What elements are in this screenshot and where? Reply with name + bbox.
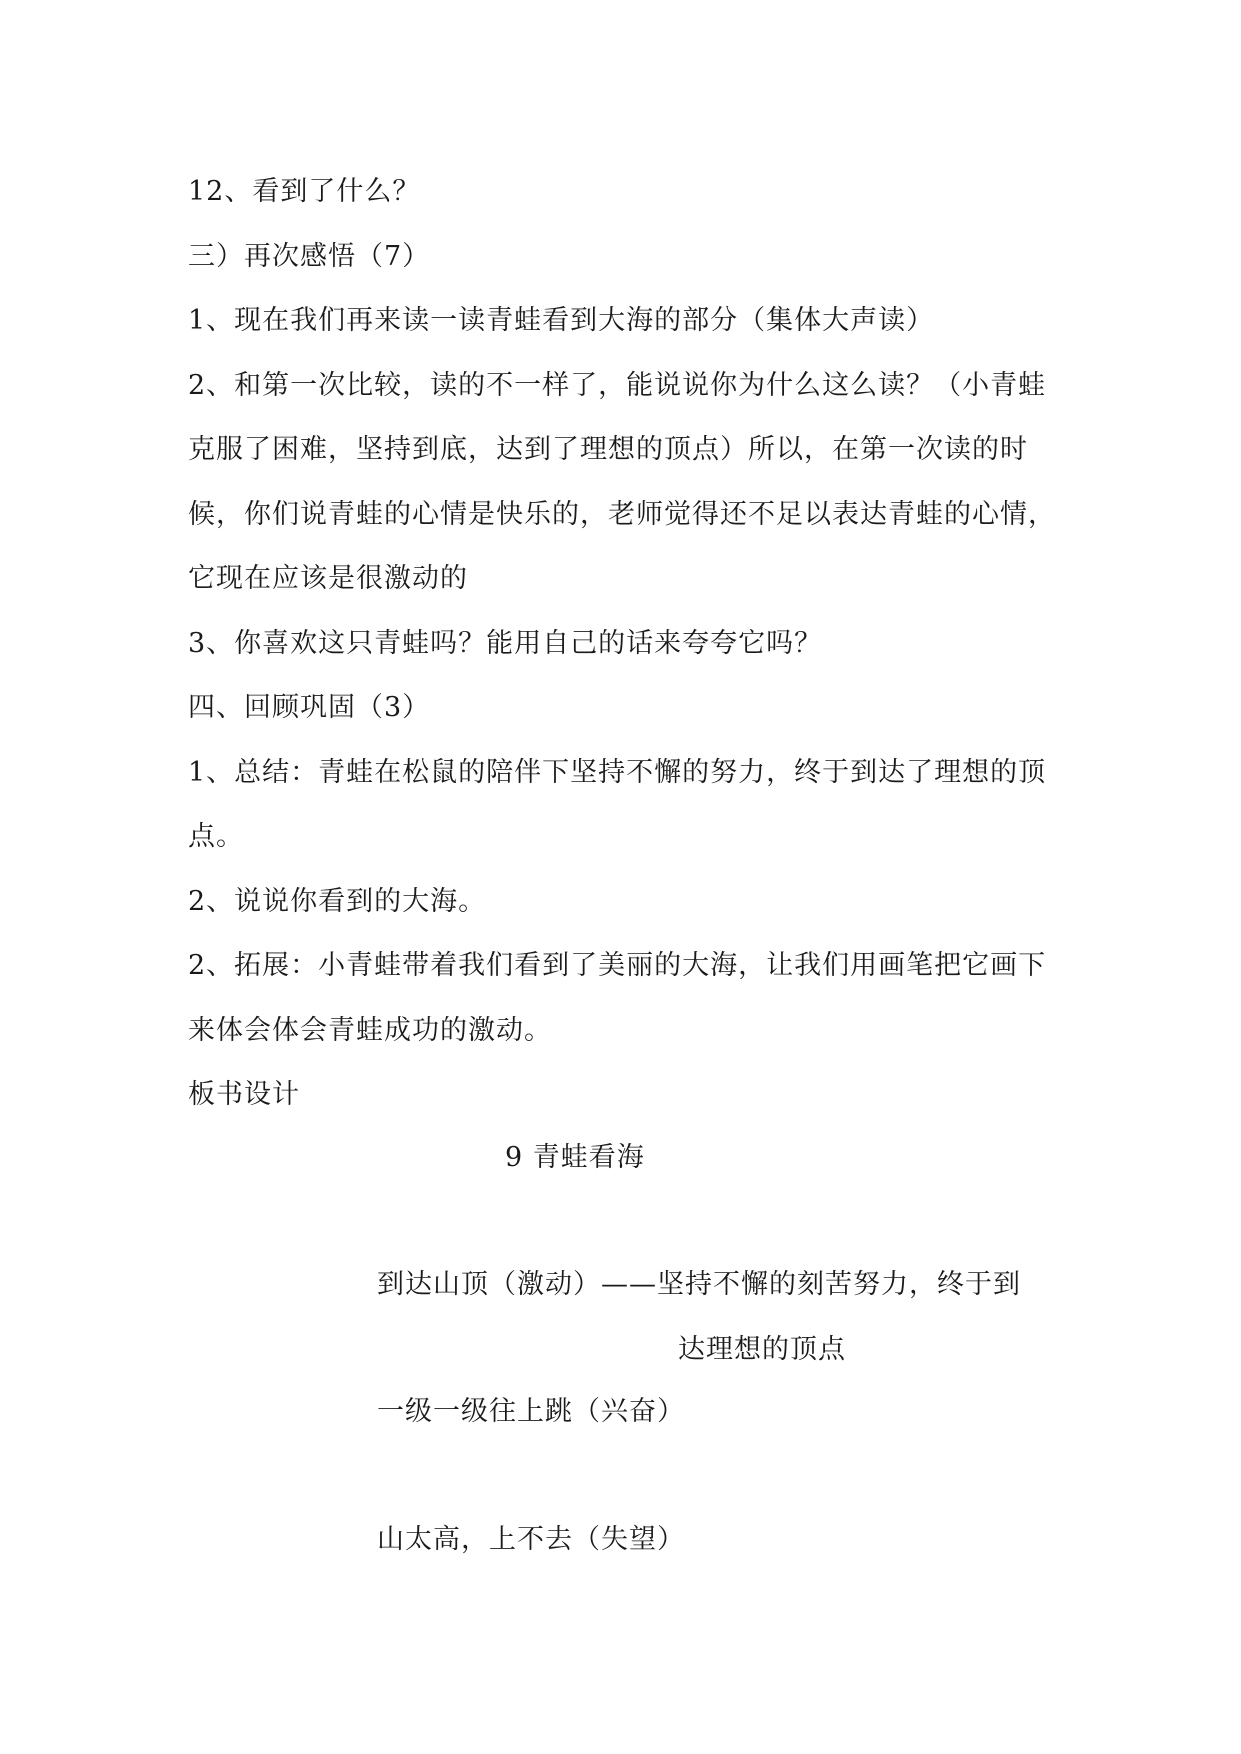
board-line-reach-summit: 到达山顶（激动）——坚持不懈的刻苦努力，终于到 — [377, 1269, 1021, 1300]
board-line-reach-summit-cont: 达理想的顶点 — [678, 1334, 846, 1365]
board-line-too-high: 山太高，上不去（失望） — [377, 1524, 685, 1555]
section-heading: 三）再次感悟（7） — [188, 240, 431, 272]
paragraph: 12、看到了什么？ — [188, 176, 421, 207]
paragraph: 2、拓展：小青蛙带着我们看到了美丽的大海，让我们用画笔把它画下来体会体会青蛙成功的激动。 — [188, 950, 1047, 1046]
board-title: 9 青蛙看海 — [505, 1142, 645, 1173]
section-heading: 四、回顾巩固（3） — [188, 692, 431, 723]
paragraph: 2、和第一次比较，读的不一样了，能说说你为什么这么读？（小青蛙克服了困难，坚持到底，达到了理想的顶点）所以，在第一次读的时候，你们说青蛙的心情是快乐的，老师觉得还不足以表达青蛙的心情，它现在应该是很激动的 — [188, 369, 1056, 594]
section-heading: 板书设计 — [188, 1079, 300, 1110]
board-line-jump-up: 一级一级往上跳（兴奋） — [377, 1396, 685, 1427]
lesson-body — [188, 160, 1058, 1128]
paragraph: 3、你喜欢这只青蛙吗？能用自己的话来夸夸它吗？ — [188, 627, 823, 659]
paragraph: 1、现在我们再来读一读青蛙看到大海的部分（集体大声读） — [188, 305, 935, 336]
paragraph: 2、说说你看到的大海。 — [188, 885, 487, 917]
paragraph: 1、总结：青蛙在松鼠的陪伴下坚持不懈的努力，终于到达了理想的顶点。 — [188, 756, 1047, 852]
